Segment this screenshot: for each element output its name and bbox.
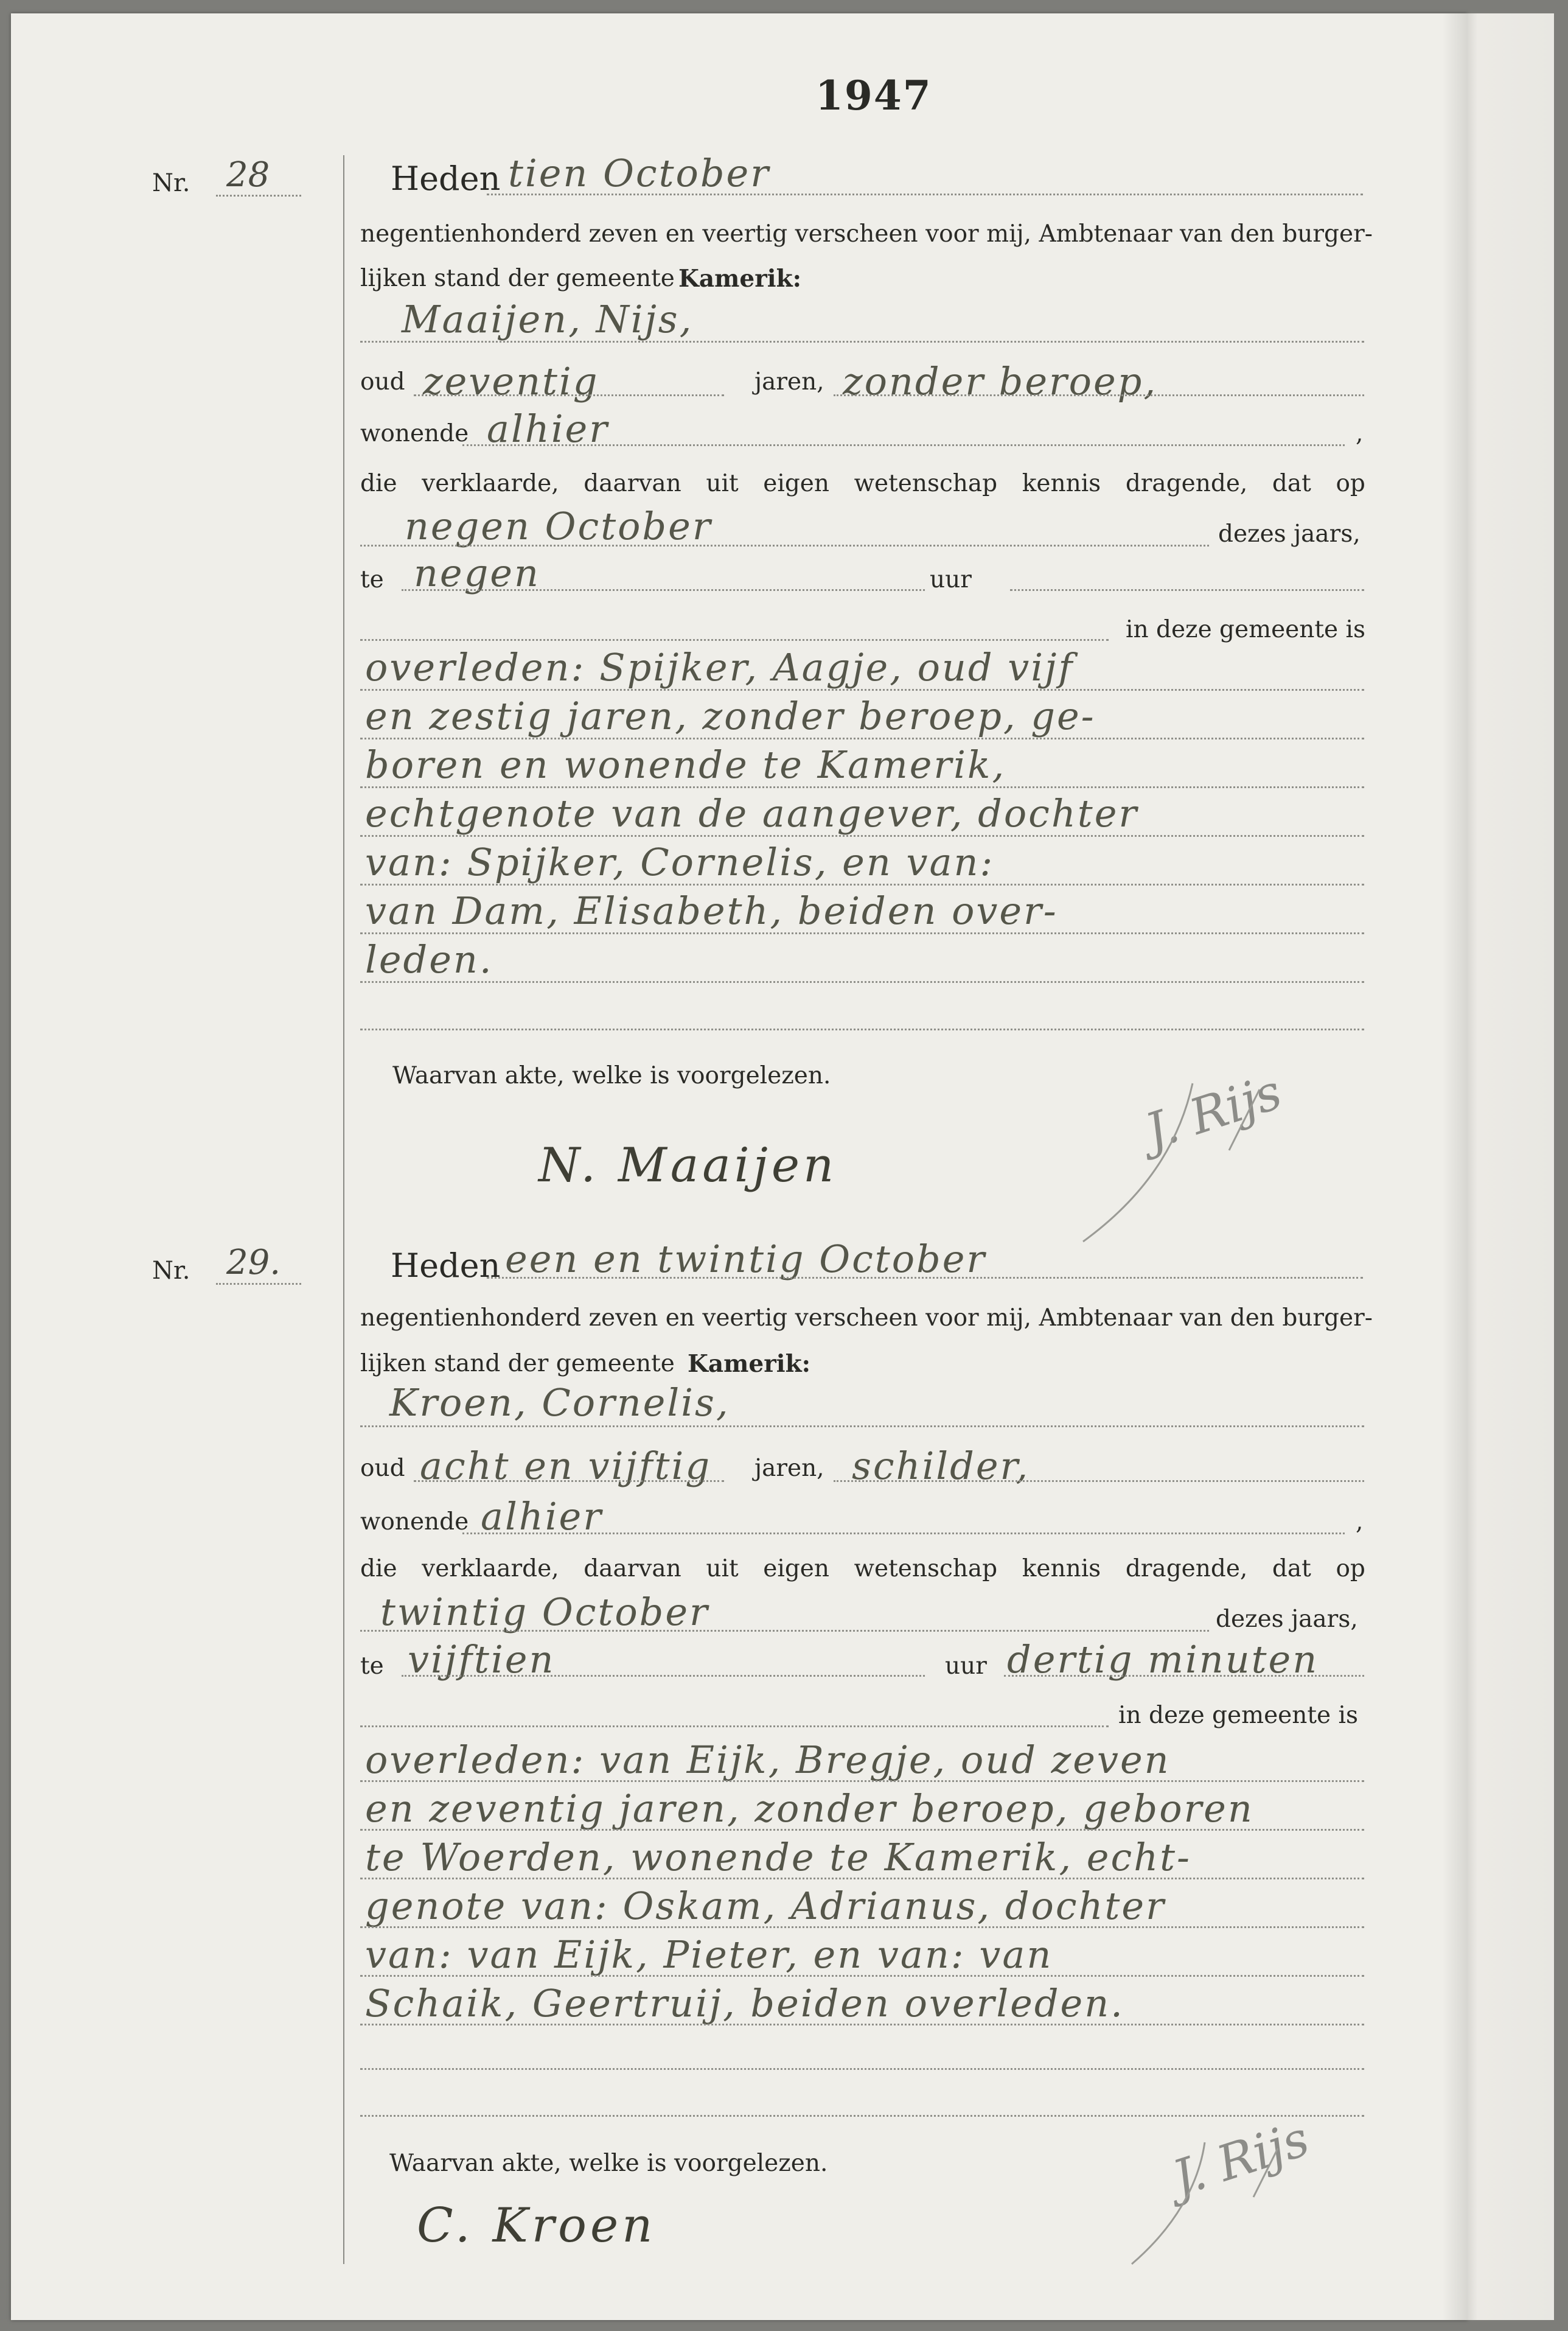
word: die — [360, 1555, 397, 1582]
handwritten-deceased-line: van Dam, Elisabeth, beiden over- — [365, 889, 1058, 933]
word: daarvan — [584, 470, 681, 497]
dotted-line — [360, 932, 1364, 934]
handwritten-deceased-line: leden. — [365, 937, 493, 982]
handwritten-residence: alhier — [487, 407, 609, 451]
handwritten-occupation: zonder beroep, — [843, 359, 1158, 404]
uur-label: uur — [945, 1652, 987, 1680]
handwritten-deceased-line: echtgenote van de aangever, dochter — [365, 791, 1139, 836]
entry-number: 29. — [226, 1243, 281, 1282]
oud-label: oud — [360, 1455, 405, 1482]
preprinted-line — [360, 470, 1365, 497]
handwritten-death-date: negen October — [405, 504, 713, 548]
handwritten-hour: negen — [414, 551, 540, 595]
word: dragende, — [1125, 470, 1248, 497]
handwritten-minutes: dertig minuten — [1007, 1637, 1319, 1682]
handwritten-death-date: twintig October — [380, 1590, 709, 1634]
dotted-line — [360, 1029, 1364, 1030]
word: die — [360, 470, 397, 497]
word: kennis — [1022, 470, 1101, 497]
word: kennis — [1022, 1555, 1101, 1582]
dotted-line — [414, 1480, 724, 1482]
word: uit — [706, 1555, 739, 1582]
handwritten-occupation: schilder, — [852, 1444, 1030, 1488]
page-year: 1947 — [815, 72, 932, 119]
handwritten-deceased-line: van: van Eijk, Pieter, en van: van — [365, 1932, 1053, 1977]
handwritten-declarant: Maaijen, Nijs, — [402, 297, 694, 341]
dotted-line — [360, 689, 1364, 691]
handwritten-deceased-line: Schaik, Geertruij, beiden overleden. — [365, 1981, 1124, 2025]
entry-number-label: Nr. — [152, 1257, 190, 1285]
dotted-line — [360, 639, 1109, 641]
dotted-line — [834, 1480, 1364, 1482]
dotted-line — [360, 835, 1364, 837]
preprinted-line: lijken stand der gemeente — [360, 1350, 675, 1377]
dezes-jaars-label: dezes jaars, — [1218, 520, 1361, 548]
handwritten-deceased-line: te Woerden, wonende te Kamerik, echt- — [365, 1835, 1191, 1879]
dotted-line — [360, 341, 1364, 343]
dotted-line — [402, 589, 925, 591]
preprinted-line — [360, 1555, 1365, 1582]
comma: , — [1356, 1508, 1364, 1536]
jaren-label: jaren, — [754, 368, 824, 396]
preprinted-line: lijken stand der gemeente — [360, 265, 675, 292]
uur-label: uur — [930, 566, 972, 593]
dotted-line — [414, 394, 724, 396]
wonende-label: wonende — [360, 420, 469, 447]
word: verklaarde, — [422, 470, 559, 497]
dotted-line — [360, 1926, 1364, 1928]
word: daarvan — [584, 1555, 681, 1582]
dotted-line — [1004, 1675, 1364, 1677]
dotted-line — [487, 1277, 1363, 1279]
word: op — [1336, 470, 1365, 497]
declarant-signature: C. Kroen — [417, 2198, 657, 2253]
dotted-line — [834, 394, 1364, 396]
handwritten-deceased-line: overleden: Spijker, Aagje, oud vijf — [365, 645, 1075, 690]
te-label: te — [360, 566, 384, 593]
word: wetenschap — [854, 1555, 998, 1582]
handwritten-deceased-line: en zeventig jaren, zonder beroep, geboren — [365, 1786, 1254, 1831]
entry-number-dots — [216, 1283, 301, 1285]
comma: , — [1356, 420, 1364, 447]
entry-number-label: Nr. — [152, 169, 190, 197]
dotted-line — [360, 1829, 1364, 1831]
dotted-line — [487, 194, 1363, 195]
in-deze-gemeente-label: in deze gemeente is — [1126, 616, 1365, 643]
word: dat — [1272, 470, 1311, 497]
dotted-line — [462, 1532, 1345, 1534]
dotted-line — [360, 786, 1364, 788]
dotted-line — [1010, 589, 1364, 591]
entry-number: 28 — [226, 155, 270, 195]
official-signature-stroke — [1077, 1071, 1333, 1254]
wonende-label: wonende — [360, 1508, 469, 1536]
handwritten-deceased-line: en zestig jaren, zonder beroep, ge- — [365, 694, 1096, 738]
word: verklaarde, — [422, 1555, 559, 1582]
handwritten-residence: alhier — [481, 1494, 603, 1539]
oud-label: oud — [360, 368, 405, 396]
preprinted-line: negentienhonderd zeven en veertig verscheen voor mij, Ambtenaar van den burger- — [360, 220, 1373, 248]
municipality-name: Kamerik: — [678, 265, 802, 293]
official-signature: J. Rijs — [1166, 2109, 1316, 2207]
word: uit — [706, 470, 739, 497]
heden-label: Heden — [391, 1246, 501, 1285]
handwritten-declarant: Kroen, Cornelis, — [389, 1380, 730, 1425]
handwritten-deceased-line: genote van: Oskam, Adrianus, dochter — [365, 1884, 1166, 1928]
handwritten-deceased-line: overleden: van Eijk, Bregje, oud zeven — [365, 1738, 1171, 1782]
dotted-line — [360, 981, 1364, 983]
official-signature-stroke — [1126, 2130, 1333, 2276]
margin-rule — [343, 155, 344, 2264]
dotted-line — [360, 1975, 1364, 1977]
dotted-line — [402, 1675, 925, 1677]
handwritten-age: acht en vijftig — [420, 1444, 712, 1488]
dotted-line — [360, 1725, 1109, 1727]
waarvan-akte-label: Waarvan akte, welke is voorgelezen. — [389, 2150, 828, 2177]
word: eigen — [763, 1555, 829, 1582]
entry-number-dots — [216, 195, 301, 197]
preprinted-line: negentienhonderd zeven en veertig verscheen voor mij, Ambtenaar van den burger- — [360, 1304, 1373, 1332]
jaren-label: jaren, — [754, 1455, 824, 1482]
dotted-line — [360, 2068, 1364, 2070]
word: op — [1336, 1555, 1365, 1582]
dezes-jaars-label: dezes jaars, — [1216, 1606, 1358, 1633]
dotted-line — [360, 738, 1364, 739]
dotted-line — [360, 1630, 1209, 1632]
spine-shadow — [1442, 13, 1468, 2320]
declarant-signature: N. Maaijen — [538, 1138, 838, 1193]
word: dragende, — [1125, 1555, 1248, 1582]
handwritten-deceased-line: boren en wonende te Kamerik, — [365, 743, 1006, 787]
dotted-line — [360, 884, 1364, 886]
handwritten-date: tien October — [508, 151, 770, 195]
facing-page-edge — [1468, 13, 1554, 2320]
dotted-line — [360, 545, 1209, 547]
word: wetenschap — [854, 470, 998, 497]
handwritten-hour: vijftien — [408, 1637, 556, 1682]
heden-label: Heden — [391, 159, 501, 198]
in-deze-gemeente-label: in deze gemeente is — [1118, 1702, 1358, 1729]
handwritten-deceased-line: van: Spijker, Cornelis, en van: — [365, 840, 995, 884]
dotted-line — [360, 1780, 1364, 1782]
handwritten-date: een en twintig October — [505, 1237, 987, 1281]
waarvan-akte-label: Waarvan akte, welke is voorgelezen. — [392, 1062, 831, 1089]
dotted-line — [360, 1425, 1364, 1427]
word: dat — [1272, 1555, 1311, 1582]
te-label: te — [360, 1652, 384, 1680]
dotted-line — [360, 2024, 1364, 2025]
dotted-line — [360, 1878, 1364, 1879]
dotted-line — [462, 444, 1345, 446]
dotted-line — [360, 2115, 1364, 2117]
handwritten-age: zeventig — [423, 359, 599, 404]
municipality-name: Kamerik: — [688, 1350, 811, 1378]
official-signature: J. Rijs — [1138, 1063, 1289, 1161]
word: eigen — [763, 470, 829, 497]
